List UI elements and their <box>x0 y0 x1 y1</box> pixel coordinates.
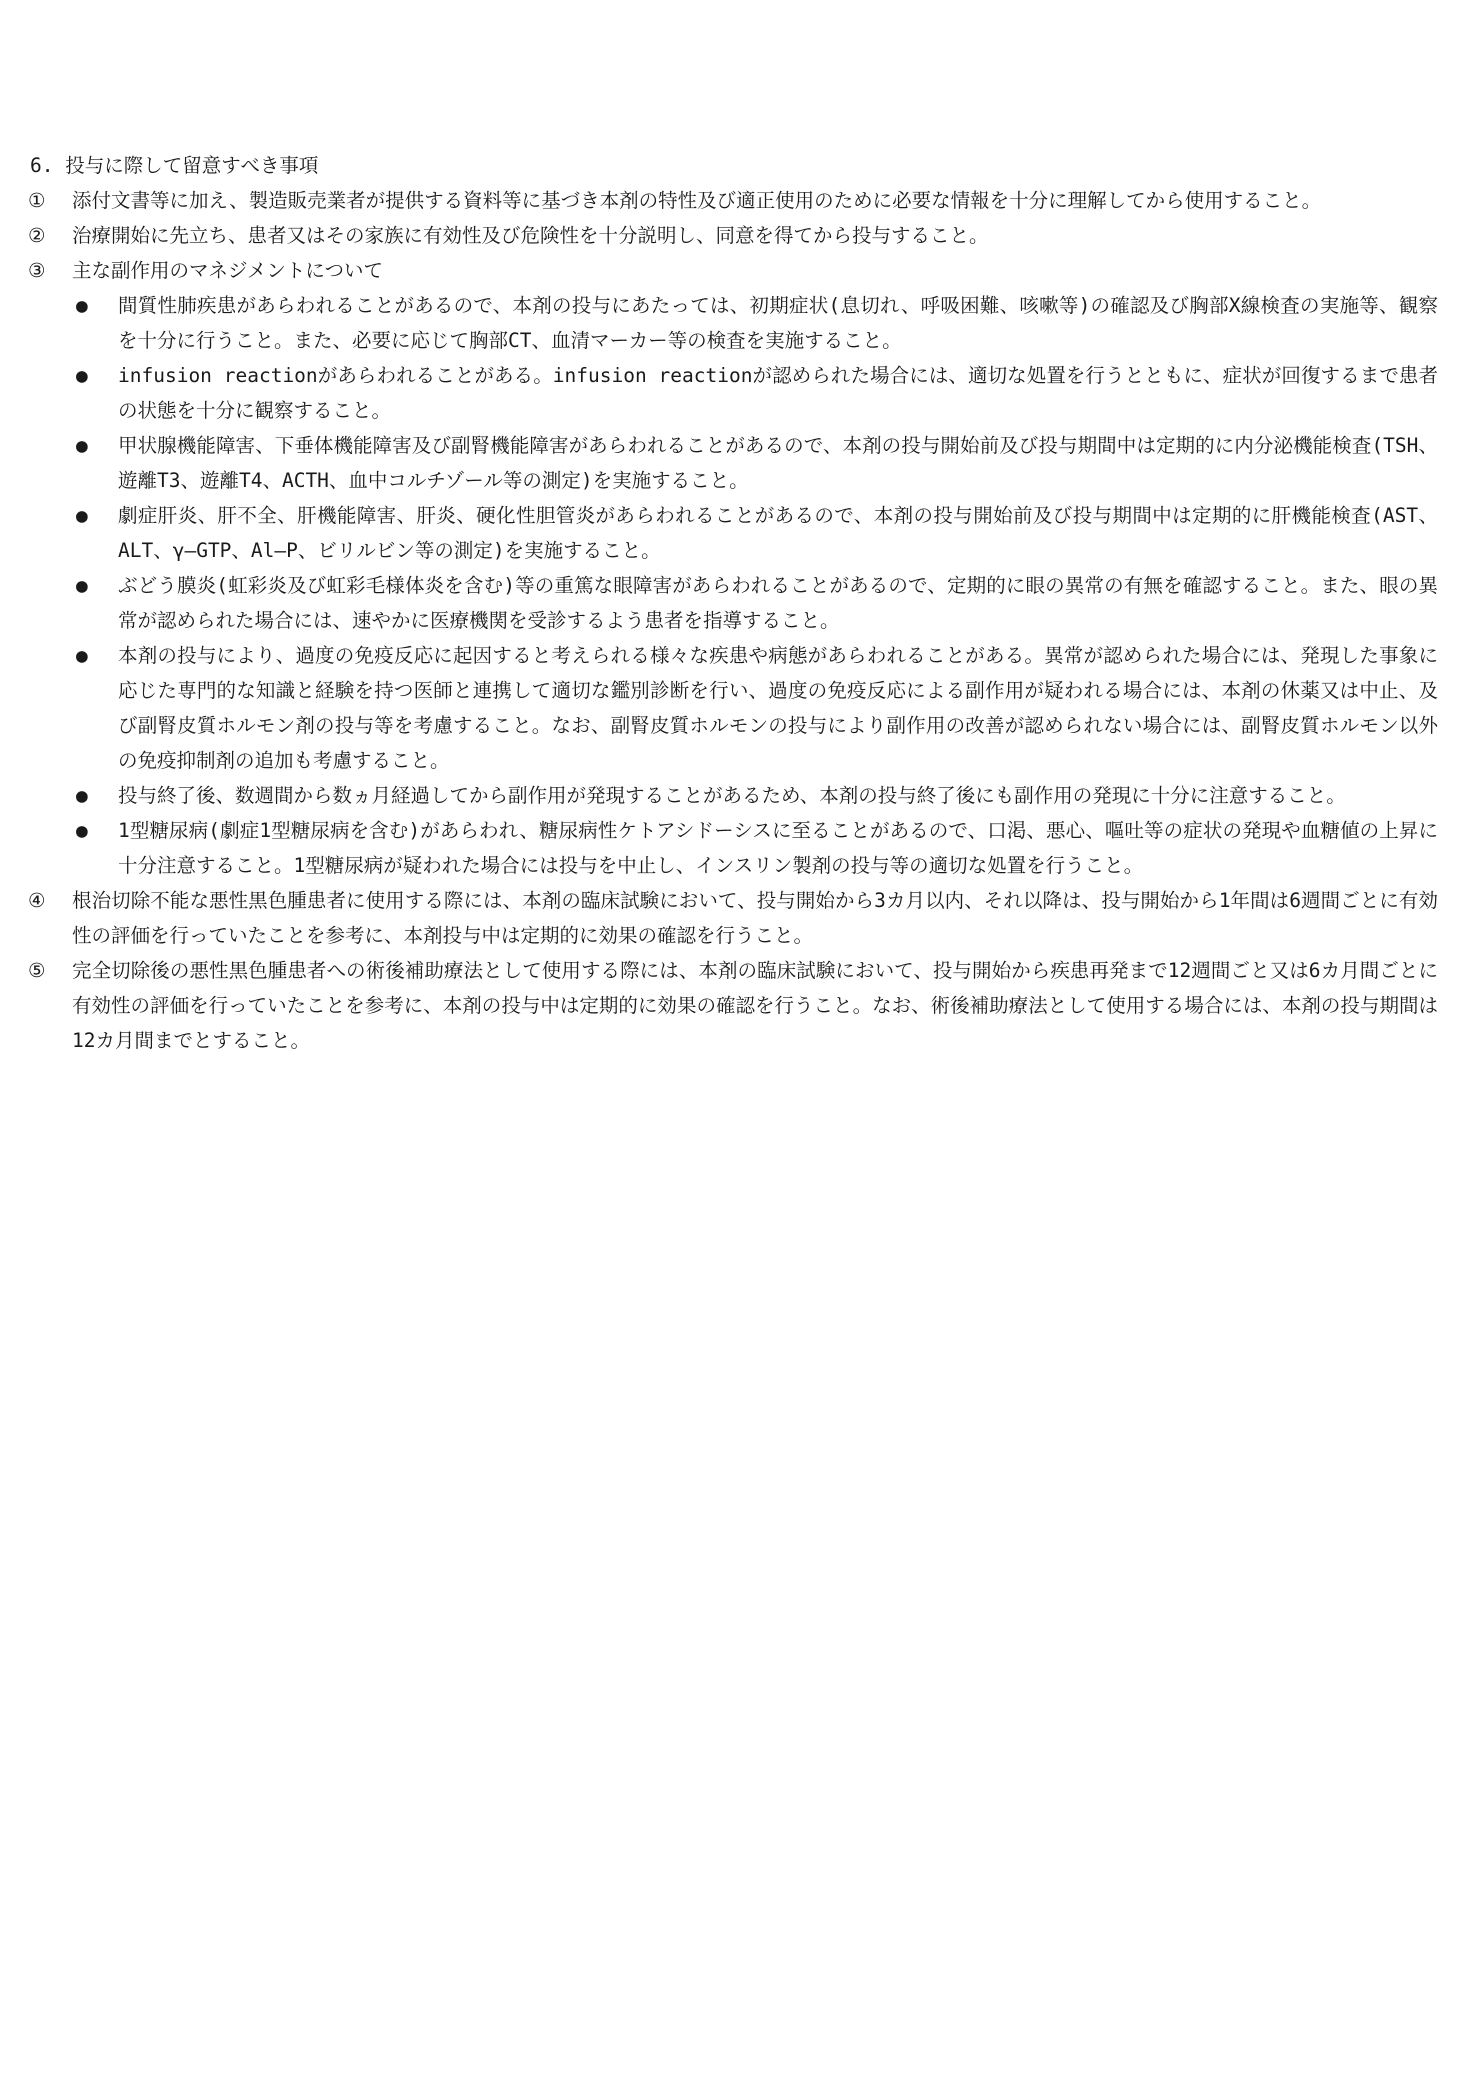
side-effect-item <box>28 813 1438 883</box>
precaution-item-5 <box>28 953 1438 1058</box>
side-effect-text: 間質性肺疾患があらわれることがあるので、本剤の投与にあたっては、初期症状(息切れ、呼吸困難、咳嗽等)の確認及び胸部X線検査の実施等、観察を十分に行うこと。また、必要に応じて胸部CT、血清マーカー等の検査を実施すること。 <box>118 294 1438 352</box>
side-effect-text: 劇症肝炎、肝不全、肝機能障害、肝炎、硬化性胆管炎があらわれることがあるので、本剤の投与開始前及び投与期間中は定期的に肝機能検査(AST、ALT、γ―GTP、Al―P、ビリルビン等の測定)を実施すること。 <box>118 504 1438 562</box>
precaution-item-4 <box>28 883 1438 953</box>
item-text: 治療開始に先立ち、患者又はその家族に有効性及び危険性を十分説明し、同意を得てから投与すること。 <box>72 224 989 247</box>
bullet-icon: ● <box>76 784 88 807</box>
precaution-item-3 <box>28 253 1438 288</box>
side-effect-list <box>28 288 1438 883</box>
bullet-icon: ● <box>76 644 88 667</box>
side-effect-text: 1型糖尿病(劇症1型糖尿病を含む)があらわれ、糖尿病性ケトアシドーシスに至ることがあるので、口渇、悪心、嘔吐等の症状の発現や血糖値の上昇に十分注意すること。1型糖尿病が疑われた場合には投与を中止し、インスリン製剤の投与等の適切な処置を行うこと。 <box>118 819 1438 877</box>
side-effect-item <box>28 288 1438 358</box>
side-effect-item <box>28 778 1438 813</box>
side-effect-item <box>28 358 1438 428</box>
section-heading: 6. 投与に際して留意すべき事項 <box>30 154 319 177</box>
precaution-item-2 <box>28 218 1438 253</box>
document-page <box>28 148 1438 1058</box>
item-text: 根治切除不能な悪性黒色腫患者に使用する際には、本剤の臨床試験において、投与開始から3カ月以内、それ以降は、投与開始から1年間は6週間ごとに有効性の評価を行っていたことを参考に、本剤投与中は定期的に効果の確認を行うこと。 <box>72 889 1438 947</box>
side-effect-text: 甲状腺機能障害、下垂体機能障害及び副腎機能障害があらわれることがあるので、本剤の投与開始前及び投与期間中は定期的に内分泌機能検査(TSH、遊離T3、遊離T4、ACTH、血中コルチゾール等の測定)を実施すること。 <box>118 434 1438 492</box>
bullet-icon: ● <box>76 294 88 317</box>
item-text: 主な副作用のマネジメントについて <box>72 259 384 282</box>
side-effect-item <box>28 638 1438 778</box>
side-effect-item <box>28 568 1438 638</box>
side-effect-item <box>28 498 1438 568</box>
side-effect-text: 投与終了後、数週間から数ヵ月経過してから副作用が発現することがあるため、本剤の投与終了後にも副作用の発現に十分に注意すること。 <box>118 784 1346 807</box>
item-number: ② <box>28 224 46 247</box>
side-effect-text: 本剤の投与により、過度の免疫反応に起因すると考えられる様々な疾患や病態があらわれることがある。異常が認められた場合には、発現した事象に応じた専門的な知識と経験を持つ医師と連携して適切な鑑別診断を行い、過度の免疫反応による副作用が疑われる場合には、本剤の休薬又は中止、及び副腎皮質ホルモン剤の投与等を考慮すること。なお、副腎皮質ホルモンの投与により副作用の改善が認められない場合には、副腎皮質ホルモン以外の免疫抑制剤の追加も考慮すること。 <box>118 644 1438 772</box>
bullet-icon: ● <box>76 574 88 597</box>
bullet-icon: ● <box>76 364 88 387</box>
side-effect-text: infusion reactionがあらわれることがある。infusion reactionが認められた場合には、適切な処置を行うとともに、症状が回復するまで患者の状態を十分に観察すること。 <box>118 364 1438 422</box>
item-number: ⑤ <box>28 959 46 982</box>
side-effect-item <box>28 428 1438 498</box>
bullet-icon: ● <box>76 504 88 527</box>
item-text: 完全切除後の悪性黒色腫患者への術後補助療法として使用する際には、本剤の臨床試験において、投与開始から疾患再発まで12週間ごと又は6カ月間ごとに有効性の評価を行っていたことを参考に、本剤の投与中は定期的に効果の確認を行うこと。なお、術後補助療法として使用する場合には、本剤の投与期間は12カ月間までとすること。 <box>72 959 1438 1052</box>
precaution-item-1 <box>28 183 1438 218</box>
item-number: ④ <box>28 889 46 912</box>
bullet-icon: ● <box>76 819 88 842</box>
bullet-icon: ● <box>76 434 88 457</box>
item-number: ① <box>28 189 46 212</box>
side-effect-text: ぶどう膜炎(虹彩炎及び虹彩毛様体炎を含む)等の重篤な眼障害があらわれることがあるので、定期的に眼の異常の有無を確認すること。また、眼の異常が認められた場合には、速やかに医療機関を受診するよう患者を指導すること。 <box>118 574 1438 632</box>
item-number: ③ <box>28 259 46 282</box>
item-text: 添付文書等に加え、製造販売業者が提供する資料等に基づき本剤の特性及び適正使用のために必要な情報を十分に理解してから使用すること。 <box>72 189 1322 212</box>
